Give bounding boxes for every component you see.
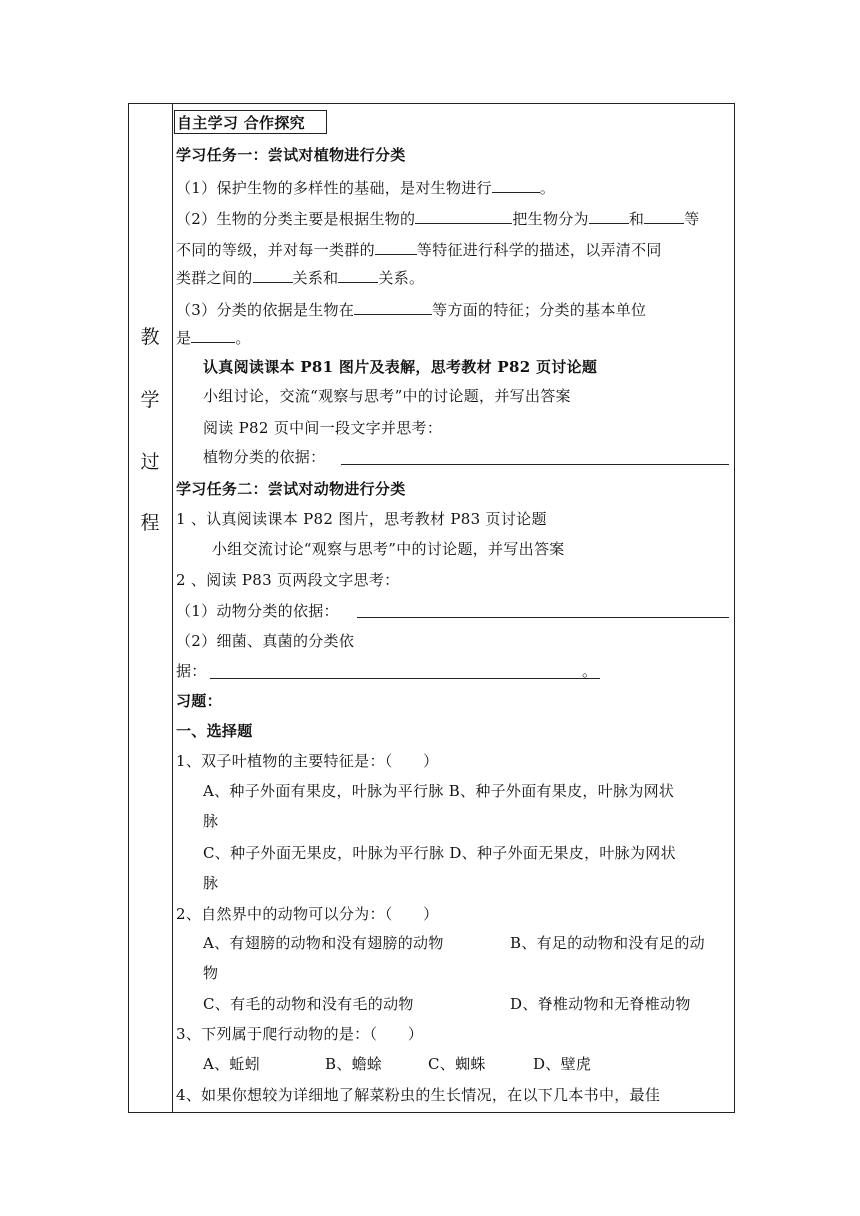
side-label-char: 过 xyxy=(140,451,160,473)
answer-blank[interactable] xyxy=(589,207,629,224)
plant-basis-label: 植物分类的依据： xyxy=(203,448,326,466)
question-2: 2、自然界中的动物可以分为：（ ） xyxy=(176,905,439,923)
column-divider xyxy=(172,103,173,1113)
task1-title: 学习任务一：尝试对植物进行分类 xyxy=(176,146,406,164)
task1-read-p82: 阅读 P82 页中间一段文字并思考： xyxy=(203,419,443,437)
question-2-option-c: C、有毛的动物和没有毛的动物 xyxy=(203,995,414,1013)
animal-basis-answer-line[interactable] xyxy=(357,617,729,618)
question-2-option-b: B、有足的动物和没有足的动 xyxy=(510,934,705,952)
side-label-char: 程 xyxy=(140,512,160,534)
question-1: 1、双子叶植物的主要特征是：（ ） xyxy=(176,752,439,770)
question-3-option-b: B、蟾蜍 xyxy=(325,1055,383,1073)
side-label-char: 学 xyxy=(140,389,160,411)
question-3-option-d: D、壁虎 xyxy=(533,1055,592,1073)
task1-q3-line2: 是 。 xyxy=(176,326,251,348)
bacteria-basis-end: 。 xyxy=(582,662,598,680)
bacteria-basis-label-line2: 据： xyxy=(176,662,207,680)
plant-basis-answer-line[interactable] xyxy=(341,464,729,465)
question-2-option-a: A、有翅膀的动物和没有翅膀的动物 xyxy=(203,934,444,952)
question-3-option-c: C、蜘蛛 xyxy=(428,1055,486,1073)
question-1-options-ab-wrap: 脉 xyxy=(203,812,219,830)
task1-discussion: 小组讨论，交流“观察与思考”中的讨论题，并写出答案 xyxy=(203,387,571,405)
answer-blank[interactable] xyxy=(253,266,293,283)
task2-item2: 2 、阅读 P83 页两段文字思考： xyxy=(176,571,400,589)
question-1-options-ab: A、种子外面有果皮，叶脉为平行脉 B、种子外面有果皮，叶脉为网状 xyxy=(203,782,675,800)
section-header: 自主学习 合作探究 xyxy=(177,114,305,132)
task1-q3: （3）分类的依据是生物在 等方面的特征；分类的基本单位 xyxy=(176,298,646,320)
question-1-options-cd-wrap: 脉 xyxy=(203,874,219,892)
task2-item1-sub: 小组交流讨论“观察与思考”中的讨论题，并写出答案 xyxy=(212,540,565,558)
task1-read-instruction: 认真阅读课本 P81 图片及表解，思考教材 P82 页讨论题 xyxy=(203,358,598,376)
question-2-option-b-wrap: 物 xyxy=(203,964,219,982)
question-3-option-a: A、蚯蚓 xyxy=(203,1055,261,1073)
question-2-option-d: D、脊椎动物和无脊椎动物 xyxy=(510,995,691,1013)
answer-blank[interactable] xyxy=(338,266,378,283)
answer-blank[interactable] xyxy=(375,238,417,255)
task1-q2-line2: 不同的等级，并对每一类群的 等特征进行科学的描述，以弄清不同 xyxy=(176,238,662,260)
multiple-choice-heading: 一、选择题 xyxy=(176,722,253,740)
bacteria-basis-answer-line[interactable] xyxy=(210,678,600,679)
question-1-options-cd: C、种子外面无果皮，叶脉为平行脉 D、种子外面无果皮，叶脉为网状 xyxy=(203,844,676,862)
animal-basis-label: （1）动物分类的依据： xyxy=(176,602,339,620)
bacteria-basis-label: （2）细菌、真菌的分类依 xyxy=(176,632,355,650)
answer-blank[interactable] xyxy=(191,326,235,343)
task2-title: 学习任务二：尝试对动物进行分类 xyxy=(176,480,406,498)
answer-blank[interactable] xyxy=(415,207,512,224)
task1-q1: （1）保护生物的多样性的基础，是对生物进行 。 xyxy=(176,176,555,198)
task1-q2: （2）生物的分类主要是根据生物的 把生物分为 和 等 xyxy=(176,207,700,229)
task2-item1: 1 、认真阅读课本 P82 图片，思考教材 P83 页讨论题 xyxy=(176,510,547,528)
answer-blank[interactable] xyxy=(644,207,684,224)
side-label-char: 教 xyxy=(140,326,160,348)
question-4: 4、如果你想较为详细地了解菜粉虫的生长情况，在以下几本书中，最佳 xyxy=(176,1086,661,1104)
task1-q2-line3: 类群之间的 关系和 关系。 xyxy=(176,266,424,288)
answer-blank[interactable] xyxy=(492,176,540,193)
question-3: 3、下列属于爬行动物的是：（ ） xyxy=(176,1025,424,1043)
exercises-title: 习题： xyxy=(176,692,222,710)
answer-blank[interactable] xyxy=(354,298,432,315)
